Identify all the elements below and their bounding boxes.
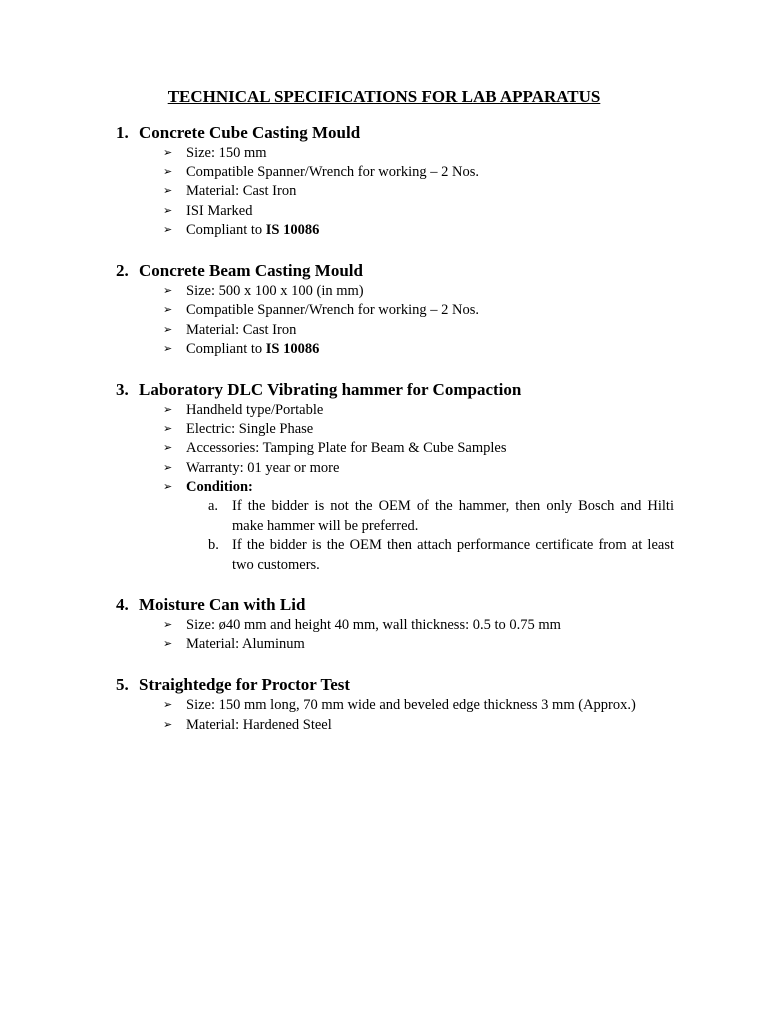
section-3-heading	[116, 379, 521, 401]
item-text: Electric: Single Phase	[186, 421, 314, 437]
condition-item	[208, 536, 674, 575]
arrow-bullet-icon: ➢	[163, 147, 173, 159]
section-title: Straightedge for Proctor Test	[139, 675, 351, 694]
item-text: Size: ø40 mm and height 40 mm, wall thickness: 0.5 to 0.75 mm	[186, 617, 561, 633]
item-text: Material: Cast Iron	[186, 183, 297, 199]
item-text: Material: Aluminum	[186, 636, 305, 652]
list-item	[163, 635, 305, 655]
standard-code: IS 10086	[265, 341, 320, 357]
arrow-bullet-icon: ➢	[163, 719, 173, 731]
section-number: 2.	[116, 261, 129, 280]
list-item	[163, 420, 313, 440]
section-title: Concrete Beam Casting Mould	[139, 261, 363, 280]
condition-label: Condition:	[186, 479, 253, 495]
arrow-bullet-icon: ➢	[163, 343, 173, 355]
arrow-bullet-icon: ➢	[163, 442, 173, 454]
arrow-bullet-icon: ➢	[163, 166, 173, 178]
item-text: Compatible Spanner/Wrench for working – 2 Nos.	[186, 302, 479, 318]
condition-marker: a.	[208, 498, 219, 514]
list-item	[163, 301, 479, 321]
arrow-bullet-icon: ➢	[163, 404, 173, 416]
arrow-bullet-icon: ➢	[163, 205, 173, 217]
arrow-bullet-icon: ➢	[163, 324, 173, 336]
item-text: Size: 150 mm	[186, 145, 267, 161]
list-item	[163, 340, 319, 360]
item-text: Material: Cast Iron	[186, 322, 297, 338]
arrow-bullet-icon: ➢	[163, 224, 173, 236]
list-item	[163, 459, 339, 479]
arrow-bullet-icon: ➢	[163, 619, 173, 631]
section-2-heading	[116, 260, 363, 282]
list-item	[163, 478, 253, 498]
item-text: Compatible Spanner/Wrench for working – 2 Nos.	[186, 164, 479, 180]
item-text: Size: 150 mm long, 70 mm wide and beveled edge thickness 3 mm (Approx.)	[186, 697, 636, 713]
item-text: Accessories: Tamping Plate for Beam & Cube Samples	[186, 440, 507, 456]
list-item	[163, 144, 267, 164]
section-number: 4.	[116, 595, 129, 614]
item-text: Warranty: 01 year or more	[186, 460, 340, 476]
item-text: ISI Marked	[186, 203, 253, 219]
item-text: Compliant to	[186, 222, 266, 238]
list-item	[163, 182, 296, 202]
list-item	[163, 163, 479, 183]
list-item	[163, 401, 323, 421]
arrow-bullet-icon: ➢	[163, 423, 173, 435]
condition-item	[208, 497, 674, 536]
arrow-bullet-icon: ➢	[163, 481, 173, 493]
condition-text: If the bidder is not the OEM of the hammer, then only Bosch and Hilti make hammer will be preferred.	[232, 498, 674, 534]
list-item	[163, 282, 364, 302]
list-item	[163, 439, 506, 459]
item-text: Handheld type/Portable	[186, 402, 324, 418]
item-text: Material: Hardened Steel	[186, 717, 332, 733]
standard-code: IS 10086	[265, 222, 320, 238]
list-item	[163, 716, 332, 736]
item-text: Size: 500 x 100 x 100 (in mm)	[186, 283, 364, 299]
arrow-bullet-icon: ➢	[163, 699, 173, 711]
section-4-heading	[116, 594, 305, 616]
list-item	[163, 696, 636, 716]
arrow-bullet-icon: ➢	[163, 462, 173, 474]
arrow-bullet-icon: ➢	[163, 185, 173, 197]
section-number: 3.	[116, 380, 129, 399]
section-1-heading	[116, 122, 360, 144]
arrow-bullet-icon: ➢	[163, 638, 173, 650]
arrow-bullet-icon: ➢	[163, 285, 173, 297]
section-number: 5.	[116, 675, 129, 694]
condition-marker: b.	[208, 537, 219, 553]
list-item	[163, 616, 561, 636]
condition-text: If the bidder is the OEM then attach performance certificate from at least two customers.	[232, 537, 674, 573]
section-number: 1.	[116, 123, 129, 142]
list-item	[163, 202, 252, 222]
list-item	[163, 321, 296, 341]
page-title: TECHNICAL SPECIFICATIONS FOR LAB APPARATUS	[167, 87, 601, 106]
section-title: Moisture Can with Lid	[139, 595, 306, 614]
section-title: Concrete Cube Casting Mould	[139, 123, 361, 142]
arrow-bullet-icon: ➢	[163, 304, 173, 316]
list-item	[163, 221, 319, 241]
section-title: Laboratory DLC Vibrating hammer for Compaction	[139, 380, 522, 399]
section-5-heading	[116, 674, 350, 696]
item-text: Compliant to	[186, 341, 266, 357]
